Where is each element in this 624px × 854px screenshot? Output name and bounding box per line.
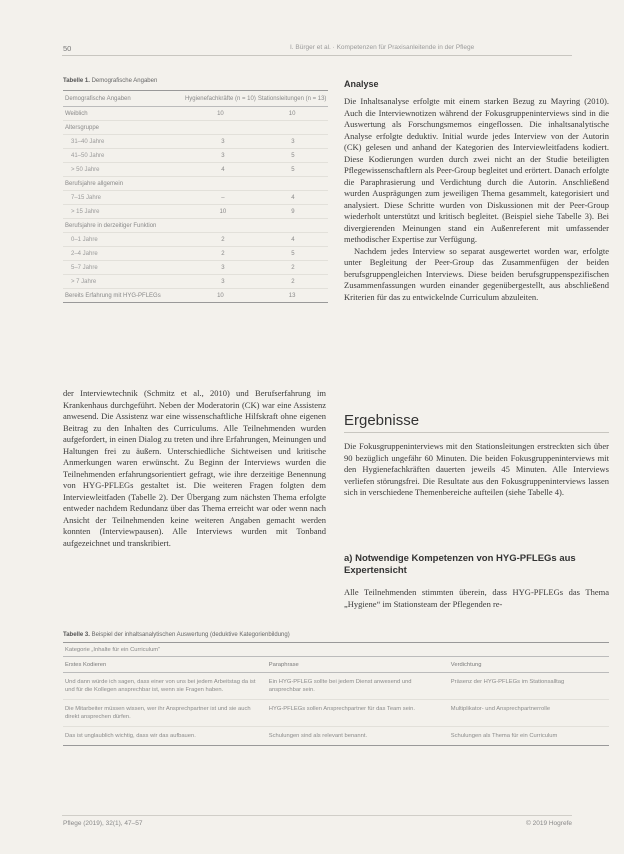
table-row [63, 275, 328, 289]
table-cell: 4 [291, 195, 295, 201]
table-row [63, 107, 328, 121]
table-row [63, 700, 609, 727]
subsection-heading: a) Notwendige Kompetenzen von HYG-PFLEGs aus Expertensicht [344, 553, 576, 576]
table-cell: Schulungen sind als relevant benannt. [268, 733, 368, 739]
table1-caption [63, 78, 328, 84]
table-row [63, 247, 328, 261]
table-cell: 41–50 Jahre [71, 153, 105, 159]
table-cell: Und dann würde ich sagen, dass einer von uns bei jedem Arbeitstag da ist und für die Kollegen ansprechbar ist, wenn sie Fragen haben. [65, 679, 256, 693]
table-cell: 3 [221, 279, 225, 285]
table-cell: – [221, 195, 225, 201]
body-text-left [63, 388, 326, 549]
paragraph: der Interviewtechnik (Schmitz et al., 2010) und Berufserfahrung im Krankenhaus durchgeführt. Neben der Moderatorin (CK) war eine Assistenz anwesend. Die Assistenz war eine wissenschaftliche Hilfskraft ohne eigenen Beitrag zu den Inhalten des Curriculums. Alle Teilnehmenden wurden aufgefordert, in einen Dialog zu treten und ihre Erfahrungen, Meinungen und Haltungen frei zu äußern. Unterschiedliche Sichtweisen und kritische Anmerkungen waren erwünscht. Zu Beginn der Interviews wurden die Teilnehmenden erfahrungsorientiert gefragt, wie ihre derzeitige Benennung von HYG-PFLEGs gestaltet ist. Die weiteren Fragen folgten dem Interviewleitfaden (Tabelle 2). Der Übergang zum nächsten Thema erfolgte entweder nachdem Redundanz über das Thema erreicht war oder wenn nach Ansicht der Teilnehmenden keine weiteren Angaben gemacht werden konnten (Interviewpausen). Alle Interviews wurden mit Tonband aufgezeichnet und transkribiert. [63, 388, 326, 548]
table-cell: > 15 Jahre [71, 209, 100, 215]
table2-header [63, 657, 609, 673]
table-cell: 2 [291, 265, 295, 271]
analyse-text [344, 96, 609, 303]
table-cell: 3 [221, 265, 225, 271]
table-row [63, 121, 328, 135]
section-heading-analyse: Analyse [344, 79, 379, 89]
table-cell: 3 [291, 139, 295, 145]
table-row [63, 673, 609, 700]
table-row [63, 149, 328, 163]
footer-copyright: © 2019 Hogrefe [526, 820, 572, 827]
table2-col-header: Verdichtung [450, 662, 482, 668]
table-cell: 2 [221, 237, 225, 243]
table-cell: 2 [291, 279, 295, 285]
table-row [63, 205, 328, 219]
table-cell: 5 [291, 251, 295, 257]
table-cell: Schulungen als Thema für ein Curriculum [450, 733, 558, 739]
table-cell: 4 [291, 237, 295, 243]
table-cell: 13 [288, 293, 296, 299]
table-cell: 7–15 Jahre [71, 195, 102, 201]
table-row [63, 135, 328, 149]
table-row [63, 177, 328, 191]
table-cell [256, 181, 328, 187]
table-cell: 10 [288, 111, 296, 117]
table-row [63, 727, 609, 746]
section-heading-ergebnisse: Ergebnisse [344, 412, 420, 429]
table-cell: 10 [217, 293, 224, 299]
table-cell: 2 [221, 251, 225, 257]
table-cell: 2–4 Jahre [71, 251, 98, 257]
table-cell: 5–7 Jahre [71, 265, 98, 271]
table-cell: Berufsjahre allgemein [65, 181, 124, 187]
paragraph: Die Inhaltsanalyse erfolgte mit einem starken Bezug zu Mayring (2010). Auch die Interviewnotizen während der Fokusgruppeninterviews sind in die Auswertung als Forschungsmemos eingeflossen. Die inhaltsanalytische Analyse erfolgte deduktiv. Initial wurde jedes Interview von der Autorin (CK) gelesen und anhand der Kategorien des Interviewleitfadens kodiert. Diese Kodierungen wurden durch zwei nicht an der Studie beteiligten Pflegewissenschaftlern als Peer-Group begleitet und erörtert. Danach erfolgte die Paraphrasierung und Verdichtung durch die Autorin. Anschließend wurden Ausprägungen zum jeweiligen Thema gesammelt, kategorisiert und analysiert. Diese Schritte wurden von Diskussionen mit der Peer-Group wiederholt unterstützt und kritisch begleitet. (Beispiel siehe Tabelle 3). Bei divergierenden Meinungen stand ein Außenreferent mit umfassender methodischer Expertise zur Verfügung. [344, 96, 609, 244]
table-cell [185, 125, 257, 131]
table-cell [256, 223, 328, 229]
paragraph: Nachdem jedes Interview so separat ausgewertet worden war, erfolgte unter Begleitung der Peer-Group das Zusammenfügen der beiden berufsgruppengleichen Interviews. Diese beiden berufsgruppenspezifischen Zusammenfassungen wurden einander gegenübergestellt, aus abschließend Kriterien für das zu entwickelnde Curriculum abzuleiten. [344, 245, 609, 302]
table1-col-header: Demografische Angaben [65, 96, 131, 102]
table1-header [63, 90, 328, 107]
table-row [63, 191, 328, 205]
table2-caption [63, 632, 609, 638]
table-row [63, 289, 328, 303]
table-cell: 0–1 Jahre [71, 237, 98, 243]
footer-rule [62, 815, 572, 816]
table-cell: Die Mitarbeiter müssen wissen, wer ihr Ansprechpartner ist und sie auch direkt ansprechen dürfen. [65, 706, 251, 720]
table-cell: HYG-PFLEGs sollen Ansprechpartner für das Team sein. [268, 706, 415, 712]
footer-citation: Pflege (2019), 32(1), 47–57 [63, 820, 143, 827]
table-cell: > 50 Jahre [71, 167, 100, 173]
table-cell [185, 223, 257, 229]
table-cell: Bereits Erfahrung mit HYG-PFLEGs [65, 293, 161, 299]
table-cell: 31–40 Jahre [71, 139, 105, 145]
table1-col-header: Hygienefachkräfte (n = 10) [184, 96, 256, 102]
table-cell: 10 [219, 209, 227, 215]
table1-body [63, 107, 328, 303]
table-cell: 5 [291, 167, 295, 173]
table-row [63, 219, 328, 233]
table1-caption-label: Tabelle 1. [63, 78, 90, 84]
table-demographics [63, 78, 328, 303]
table-cell: 10 [217, 111, 224, 117]
table-analysis-example [63, 632, 609, 746]
table-cell: Altersgruppe [65, 125, 100, 131]
table-cell: 3 [221, 139, 225, 145]
header-rule [62, 55, 572, 56]
table-cell: Berufsjahre in derzeitiger Funktion [65, 223, 157, 229]
subsection-text [344, 587, 609, 610]
table-row [63, 163, 328, 177]
running-title: I. Bürger et al. · Kompetenzen für Praxisanleitende in der Pflege [290, 44, 475, 51]
table2-caption-text: Beispiel der inhaltsanalytischen Auswertung (deduktive Kategorienbildung) [91, 632, 290, 638]
table-cell: Weiblich [65, 111, 88, 117]
table-row [63, 261, 328, 275]
table-cell: Ein HYG-PFLEG sollte bei jedem Dienst anwesend und ansprechbar sein. [268, 679, 412, 693]
table1-col-header: Stationsleitungen (n = 13) [257, 96, 327, 102]
table-cell: 5 [291, 153, 295, 159]
ergebnisse-text [344, 441, 609, 499]
table2-col-header: Paraphrase [268, 662, 299, 668]
table-row [63, 233, 328, 247]
table-cell: Das ist unglaublich wichtig, dass wir das aufbauen. [65, 733, 196, 739]
table-cell [185, 181, 257, 187]
table-cell: 4 [221, 167, 225, 173]
section-rule [344, 432, 609, 433]
table-cell: Präsenz der HYG-PFLEGs im Stationsalltag [450, 679, 565, 685]
table2-col-header: Erstes Kodieren [65, 662, 107, 668]
table-cell: 9 [291, 209, 295, 215]
table1-caption-text: Demografische Angaben [91, 78, 158, 84]
paragraph: Die Fokusgruppeninterviews mit den Stationsleitungen erstreckten sich über 90 bezüglich ungefähr 60 Minuten. Die beiden Fokusgruppeninterviews mit den Hygienefachkräften dauerten jeweils 45 Minuten. Alle Interviews verliefen störungsfrei. Die Resultate aus den Fokusgruppeninterviews lassen sich in verschiedene Themenbereiche aufteilen (siehe Tabelle 4). [344, 441, 609, 497]
table-cell: Multiplikator- und Ansprechpartnerrolle [450, 706, 551, 712]
paragraph: Alle Teilnehmenden stimmten überein, dass HYG-PFLEGs das Thema „Hygiene“ im Stationsteam der Pflegenden re- [344, 587, 609, 609]
table-cell: 3 [221, 153, 225, 159]
table2-caption-label: Tabelle 3. [63, 632, 90, 638]
table-cell: > 7 Jahre [71, 279, 97, 285]
table2-category: Kategorie „Inhalte für ein Curriculum“ [63, 642, 609, 657]
page-number: 50 [63, 44, 72, 53]
table-cell [256, 125, 328, 131]
